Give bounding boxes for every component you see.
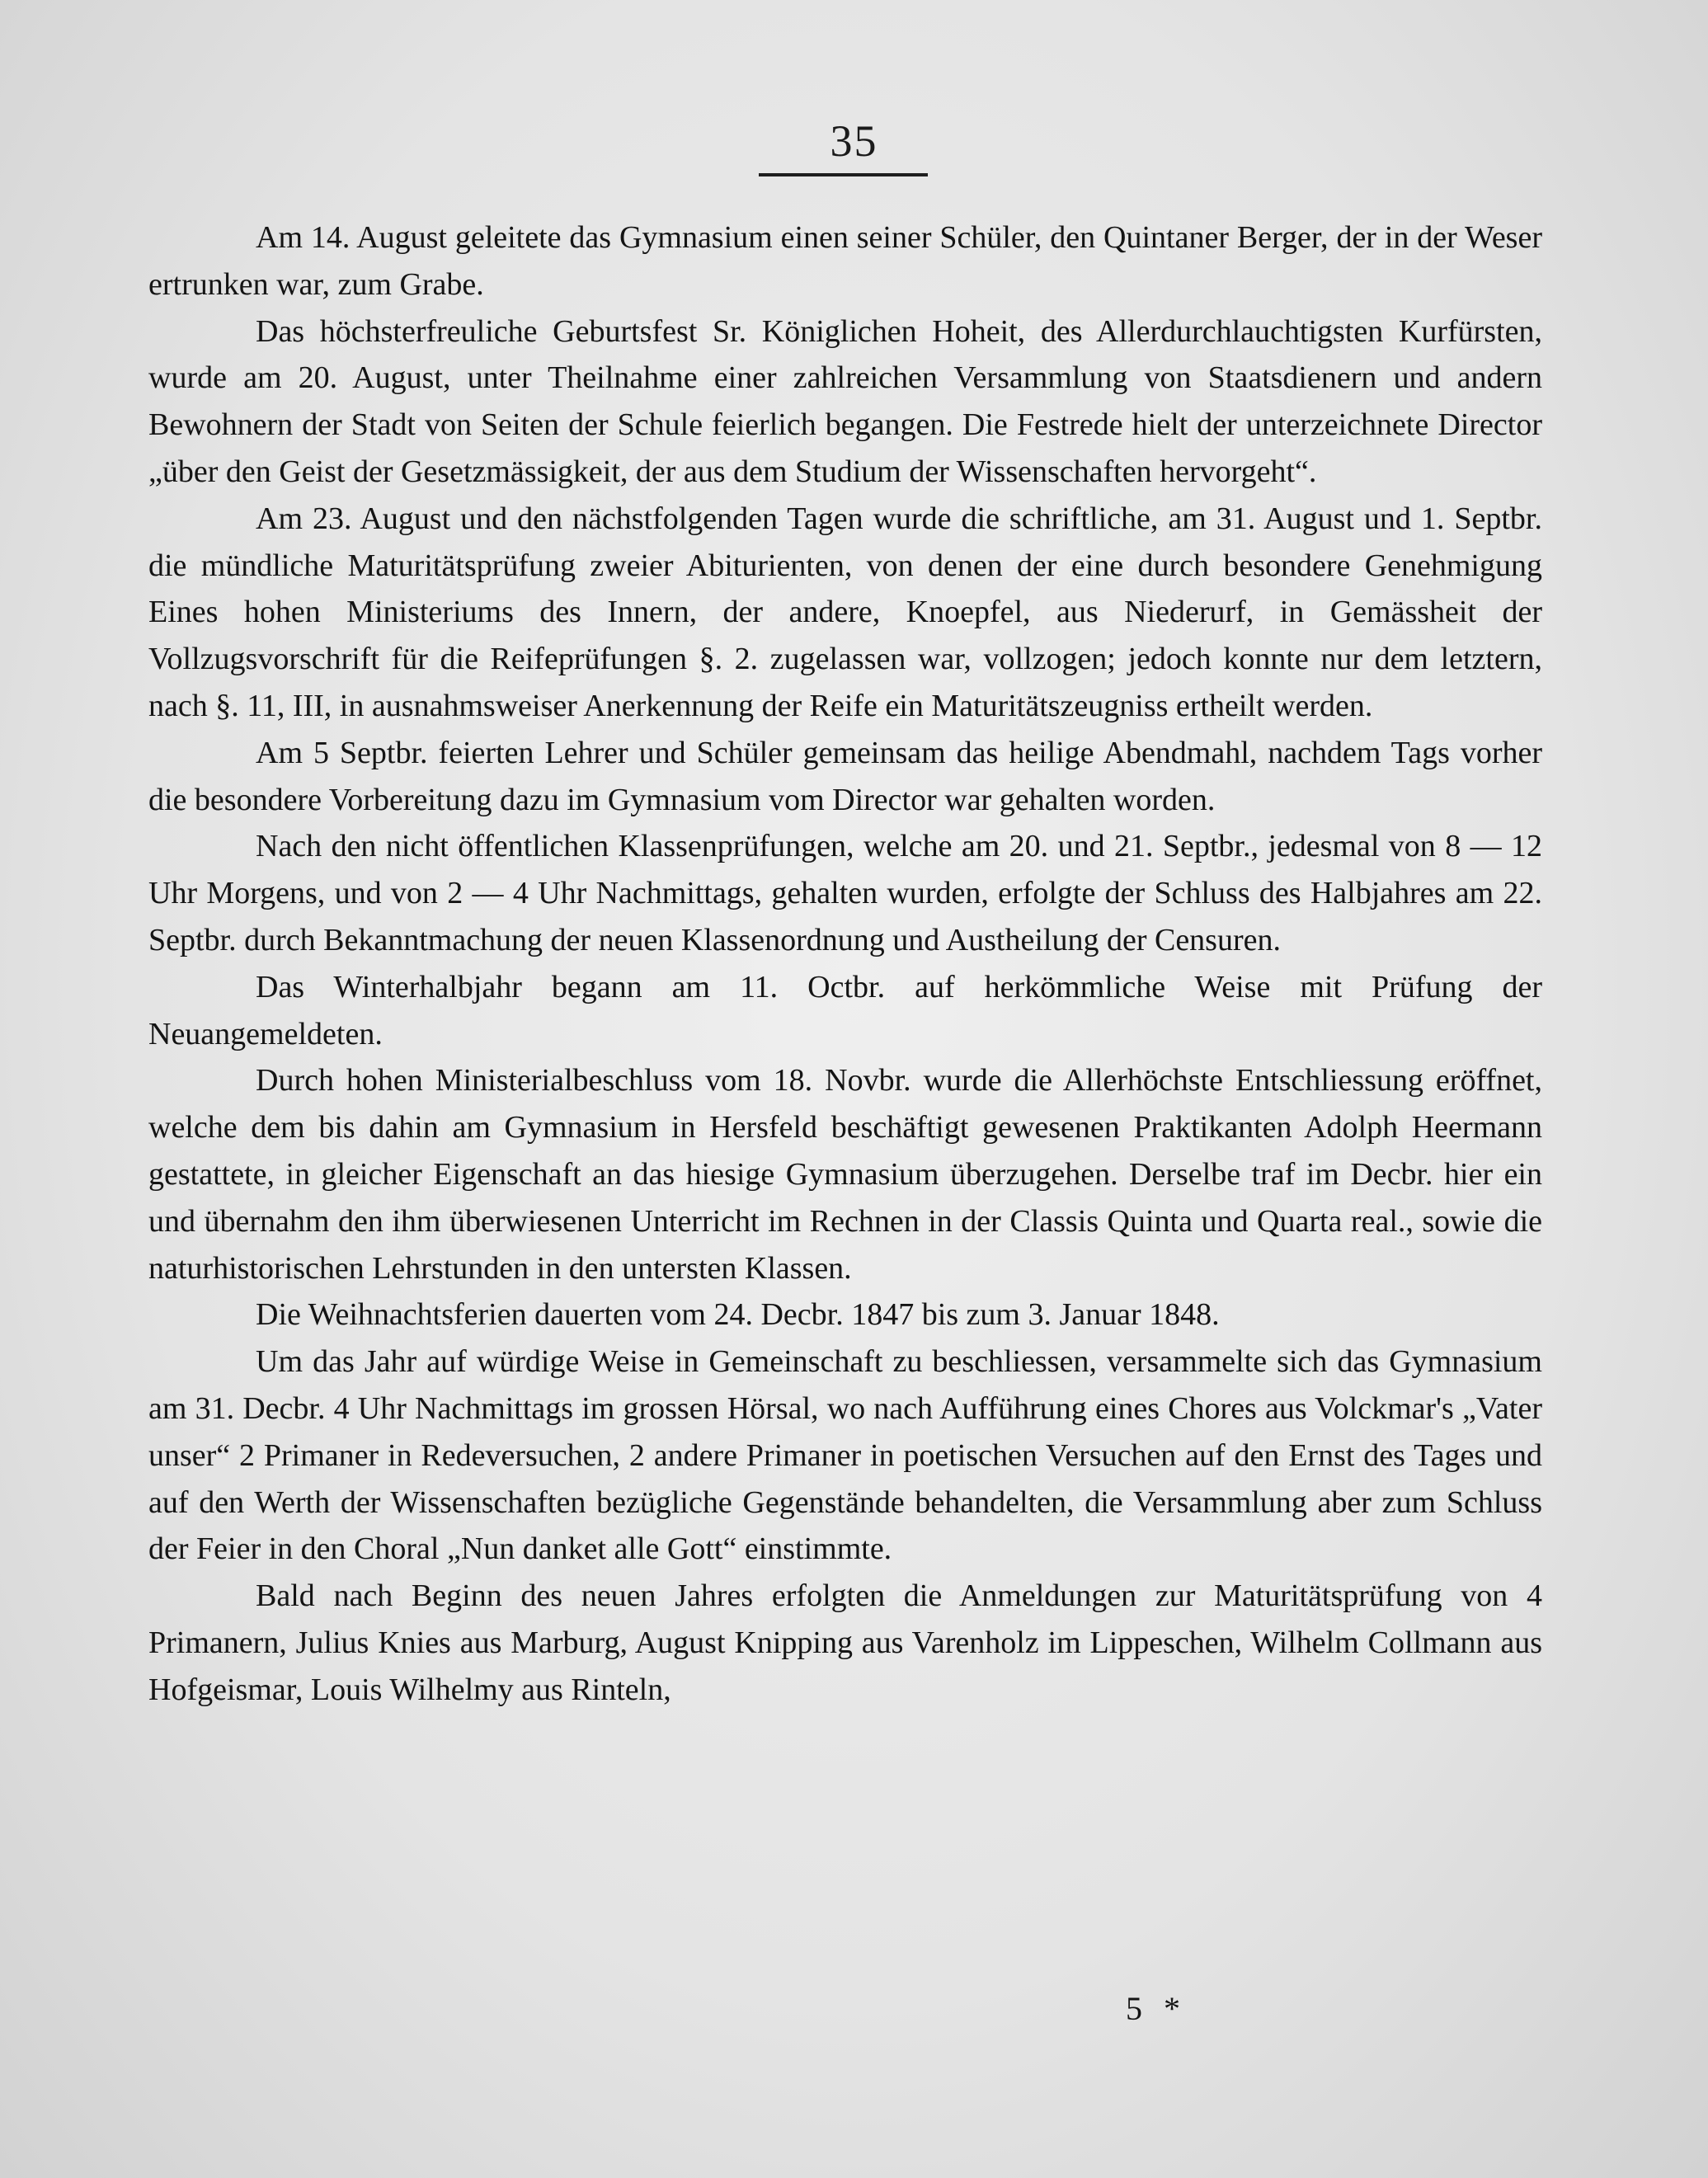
paragraph: Am 14. August geleitete das Gymnasium einen seiner Schüler, den Quintaner Berger, der in der Weser ertrunken war, zum Grabe. [148,220,1542,302]
paragraph: Durch hohen Ministerialbeschluss vom 18. Novbr. wurde die Allerhöchste Entschliessung eröffnet, welche dem bis dahin am Gymnasium in Hersfeld beschäftigt gewesenen Praktikanten Adolph Heermann gestattete, in gleicher Eigenschaft an das hiesige Gymnasium überzugehen. Derselbe traf im Decbr. hier ein und übernahm den ihm überwiesenen Unterricht im Rechnen in der Classis Quinta und Quarta real., sowie die naturhistorischen Lehrstunden in den untersten Klassen. [148,1063,1542,1286]
paragraph: Am 5 Septbr. feierten Lehrer und Schüler gemeinsam das heilige Abendmahl, nachdem Tags vorher die besondere Vorbereitung dazu im Gymnasium vom Director war gehalten worden. [148,735,1542,817]
body-text [148,214,1542,1714]
paragraph: Am 23. August und den nächstfolgenden Tagen wurde die schriftliche, am 31. August und 1. Septbr. die mündliche Maturitätsprüfung zweier Abiturienten, von denen der eine durch besondere Genehmigung Eines hohen Ministeriums des Innern, der andere, Knoepfel, aus Niederurf, in Gemässheit der Vollzugsvorschrift für die Reifeprüfungen §. 2. zugelassen war, vollzogen; jedoch konnte nur dem letztern, nach §. 11, III, in ausnahmsweiser Anerkennung der Reife ein Maturitätszeugniss ertheilt werden. [148,501,1542,723]
header-rule [759,173,928,176]
paragraph: Nach den nicht öffentlichen Klassenprüfungen, welche am 20. und 21. Septbr., jedesmal von 8 — 12 Uhr Morgens, und von 2 — 4 Uhr Nachmittags, gehalten wurden, erfolgte der Schluss des Halbjahres am 22. Septbr. durch Bekanntmachung der neuen Klassenordnung und Austheilung der Censuren. [148,829,1542,957]
page-number: 35 [830,116,878,166]
paragraph: Um das Jahr auf würdige Weise in Gemeinschaft zu beschliessen, versammelte sich das Gymnasium am 31. Decbr. 4 Uhr Nachmittags im grossen Hörsal, wo nach Aufführung eines Chores aus Volckmar's „Vater unser“ 2 Primaner in Redeversuchen, 2 andere Primaner in poetischen Versuchen auf den Ernst des Tages und auf den Werth der Wissenschaften bezügliche Gegenstände behandelten, die Versammlung aber zum Schluss der Feier in den Choral „Nun danket alle Gott“ einstimmte. [148,1344,1542,1567]
paragraph: Die Weihnachtsferien dauerten vom 24. Decbr. 1847 bis zum 3. Januar 1848. [256,1297,1220,1333]
paragraph: Das höchsterfreuliche Geburtsfest Sr. Königlichen Hoheit, des Allerdurchlauchtigsten Kurfürsten, wurde am 20. August, unter Theilnahme einer zahlreichen Versammlung von Staatsdienern und andern Bewohnern der Stadt von Seiten der Schule feierlich begangen. Die Festrede hielt der unterzeichnete Director „über den Geist der Gesetzmässigkeit, der aus dem Studium der Wissenschaften hervorgeht“. [148,313,1542,489]
signature-mark: 5 * [1126,1990,1187,2027]
paragraph: Das Winterhalbjahr begann am 11. Octbr. auf herkömmliche Weise mit Prüfung der Neuangemeldeten. [148,969,1542,1051]
paragraph: Bald nach Beginn des neuen Jahres erfolgten die Anmeldungen zur Maturitätsprüfung von 4 Primanern, Julius Knies aus Marburg, August Knipping aus Varenholz im Lippeschen, Wilhelm Collmann aus Hofgeismar, Louis Wilhelmy aus Rinteln, [148,1578,1542,1707]
